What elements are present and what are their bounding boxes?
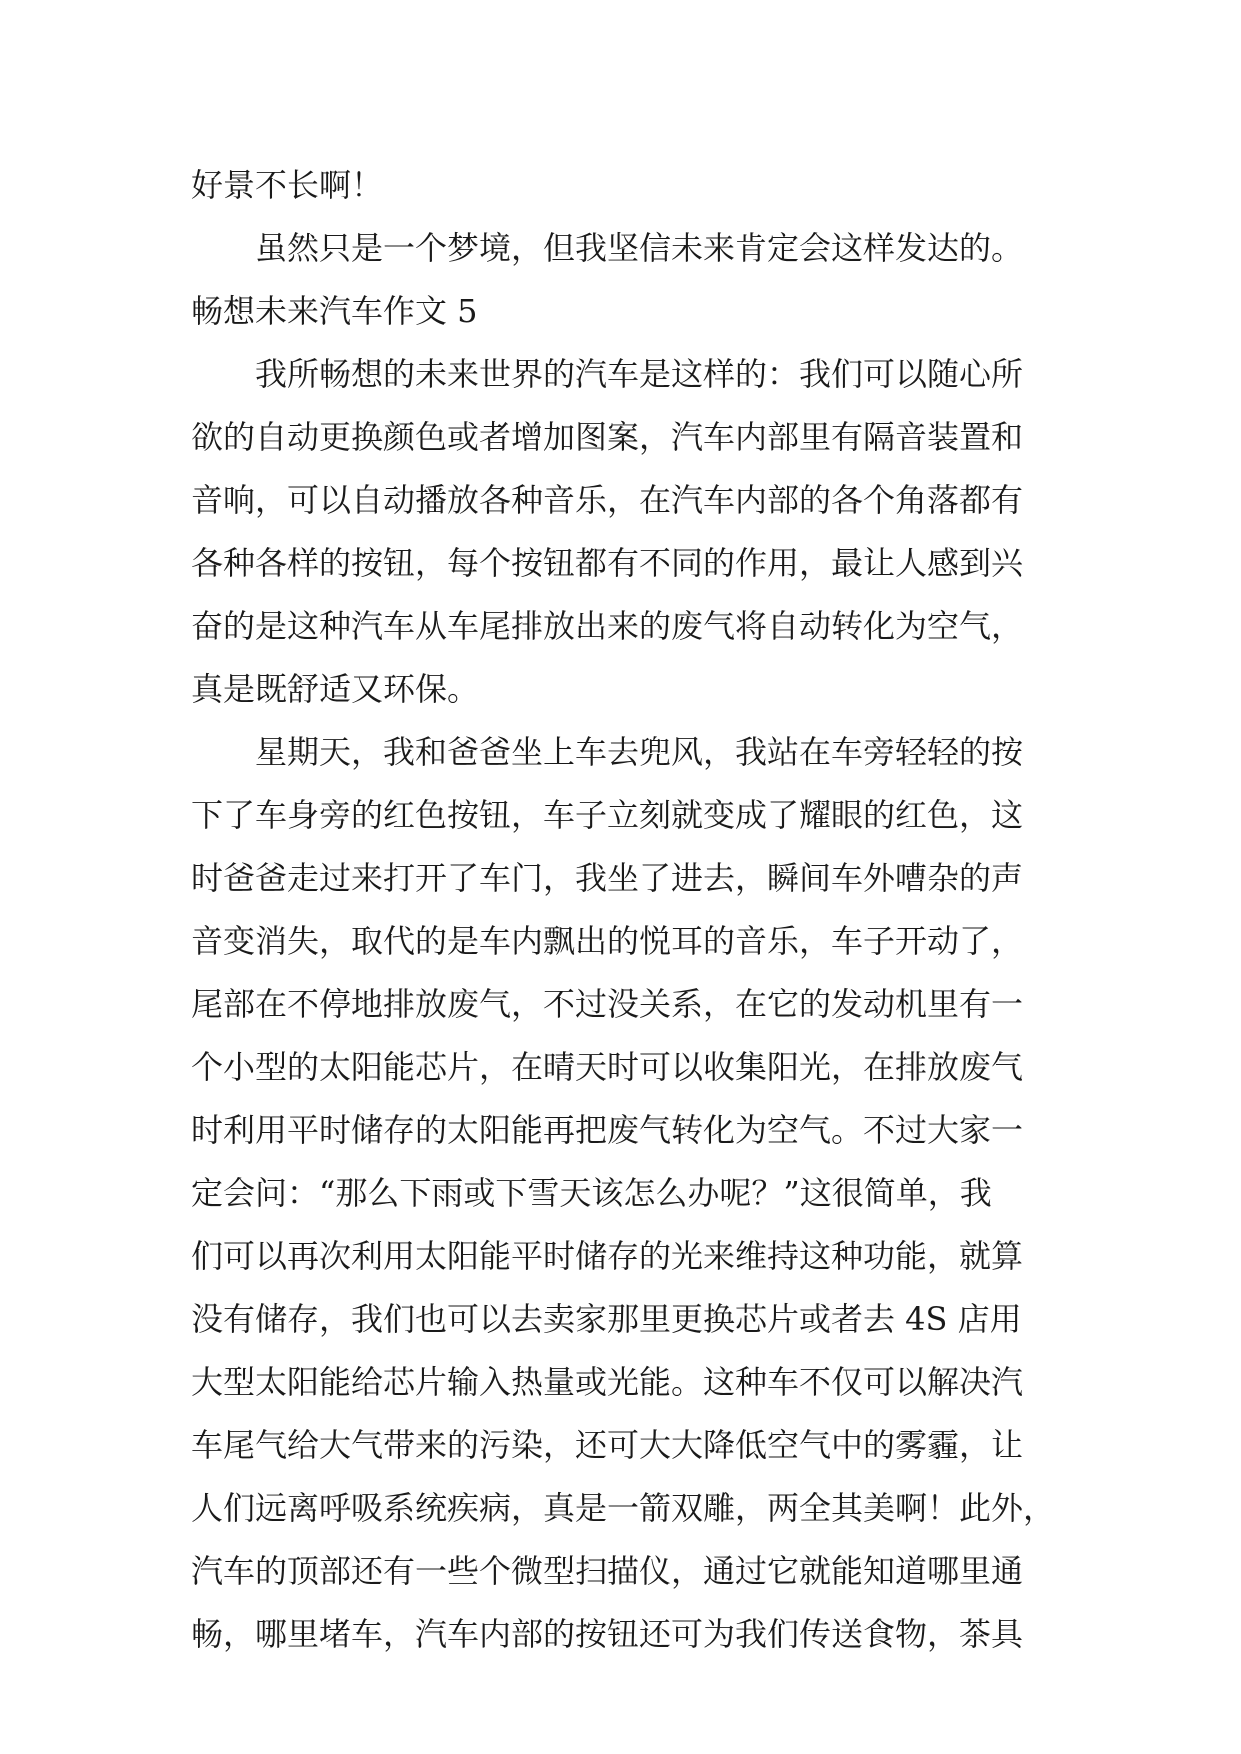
text-line: 车尾气给大气带来的污染，还可大大降低空气中的雾霾，让 — [191, 1426, 1024, 1464]
text-line: 汽车的顶部还有一些个微型扫描仪，通过它就能知道哪里通 — [191, 1552, 1024, 1590]
text-line: 星期天，我和爸爸坐上车去兜风，我站在车旁轻轻的按 — [255, 733, 1024, 771]
document-body — [191, 154, 1061, 1666]
text-line: 畅想未来汽车作文 5 — [191, 292, 478, 330]
text-line: 个小型的太阳能芯片，在晴天时可以收集阳光，在排放废气 — [191, 1048, 1024, 1086]
text-line: 音响，可以自动播放各种音乐，在汽车内部的各个角落都有 — [191, 481, 1024, 519]
text-line: 畅，哪里堵车，汽车内部的按钮还可为我们传送食物，茶具 — [191, 1615, 1024, 1653]
text-line: 好景不长啊！ — [191, 166, 384, 204]
text-line: 人们远离呼吸系统疾病，真是一箭双雕，两全其美啊！此外， — [191, 1489, 1056, 1527]
text-line: 下了车身旁的红色按钮，车子立刻就变成了耀眼的红色，这 — [191, 796, 1024, 834]
text-line: 时爸爸走过来打开了车门，我坐了进去，瞬间车外嘈杂的声 — [191, 859, 1024, 897]
text-line: 尾部在不停地排放废气，不过没关系，在它的发动机里有一 — [191, 985, 1024, 1023]
text-line: 奋的是这种汽车从车尾排放出来的废气将自动转化为空气， — [191, 607, 1024, 645]
text-line: 我所畅想的未来世界的汽车是这样的：我们可以随心所 — [255, 355, 1024, 393]
text-line: 时利用平时储存的太阳能再把废气转化为空气。不过大家一 — [191, 1111, 1024, 1149]
text-line: 各种各样的按钮，每个按钮都有不同的作用，最让人感到兴 — [191, 544, 1024, 582]
text-line: 大型太阳能给芯片输入热量或光能。这种车不仅可以解决汽 — [191, 1363, 1024, 1401]
text-line: 欲的自动更换颜色或者增加图案，汽车内部里有隔音装置和 — [191, 418, 1024, 456]
text-line: 没有储存，我们也可以去卖家那里更换芯片或者去 4S 店用 — [191, 1300, 1022, 1338]
text-line: 们可以再次利用太阳能平时储存的光来维持这种功能，就算 — [191, 1237, 1024, 1275]
text-line: 真是既舒适又环保。 — [191, 670, 480, 708]
text-line: 音变消失，取代的是车内飘出的悦耳的音乐，车子开动了， — [191, 922, 1024, 960]
text-line: 定会问：“那么下雨或下雪天该怎么办呢？”这很简单，我 — [191, 1174, 992, 1212]
text-line: 虽然只是一个梦境，但我坚信未来肯定会这样发达的。 — [255, 229, 1024, 267]
